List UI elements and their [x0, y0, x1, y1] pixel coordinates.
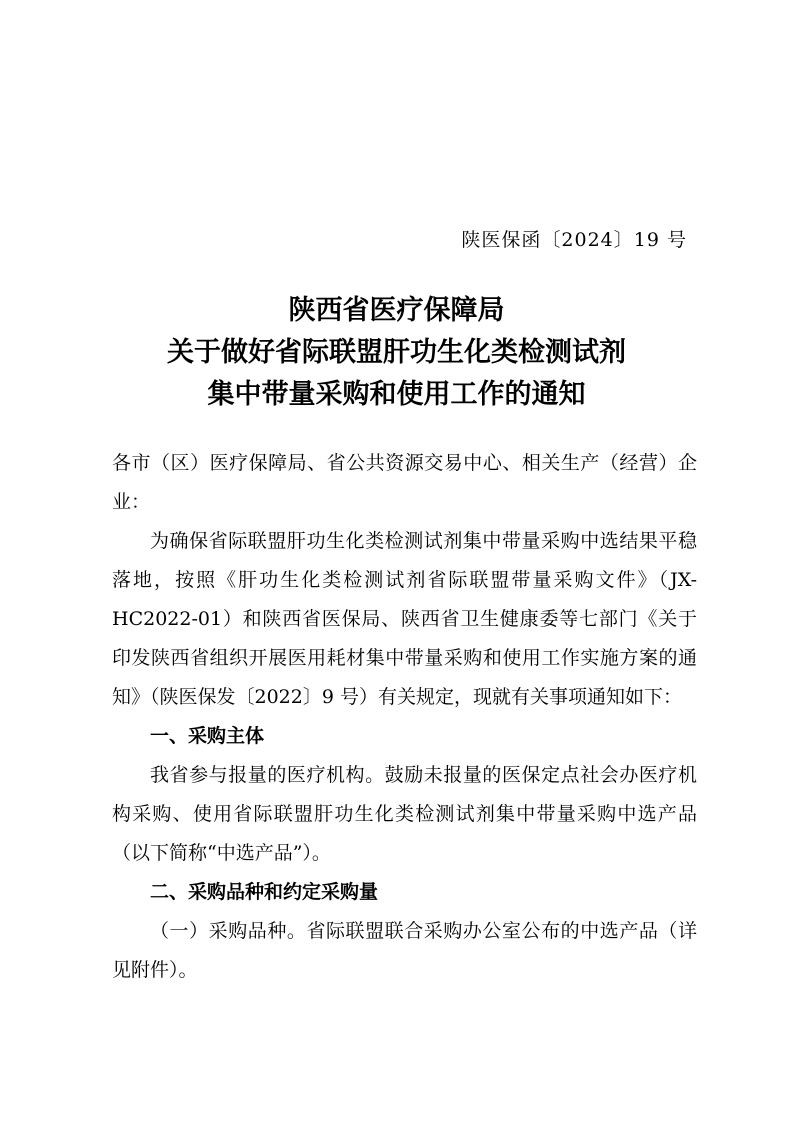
section-2-item-1: （一）采购品种。省际联盟联合采购办公室公布的中选产品（详见附件）。 — [112, 920, 697, 981]
title-line-1: 陕西省医疗保障局 — [288, 295, 505, 326]
section-1-heading: 一、采购主体 — [150, 725, 265, 747]
document-title — [0, 290, 793, 416]
section-2-heading: 二、采购品种和约定采购量 — [150, 881, 379, 903]
document-body — [112, 444, 697, 990]
section-1-body: 我省参与报量的医疗机构。鼓励未报量的医保定点社会办医疗机构采购、使用省际联盟肝功生化类检测试剂集中带量采购中选产品（以下简称“中选产品”）。 — [112, 764, 697, 864]
title-line-3: 集中带量采购和使用工作的通知 — [207, 379, 586, 410]
title-line-2: 关于做好省际联盟肝功生化类检测试剂 — [167, 337, 626, 368]
document-number: 陕医保函〔2024〕19 号 — [461, 229, 687, 251]
intro-paragraph: 为确保省际联盟肝功生化类检测试剂集中带量采购中选结果平稳落地，按照《肝功生化类检测试剂省际联盟带量采购文件》（JX-HC2022-01）和陕西省医保局、陕西省卫生健康委等七部门《关于印发陕西省组织开展医用耗材集中带量采购和使用工作实施方案的通知》（陕医保发〔2022〕9 号）有关规定，现就有关事项通知如下： — [112, 530, 697, 708]
addressee: 各市（区）医疗保障局、省公共资源交易中心、相关生产（经营）企业： — [112, 452, 697, 513]
